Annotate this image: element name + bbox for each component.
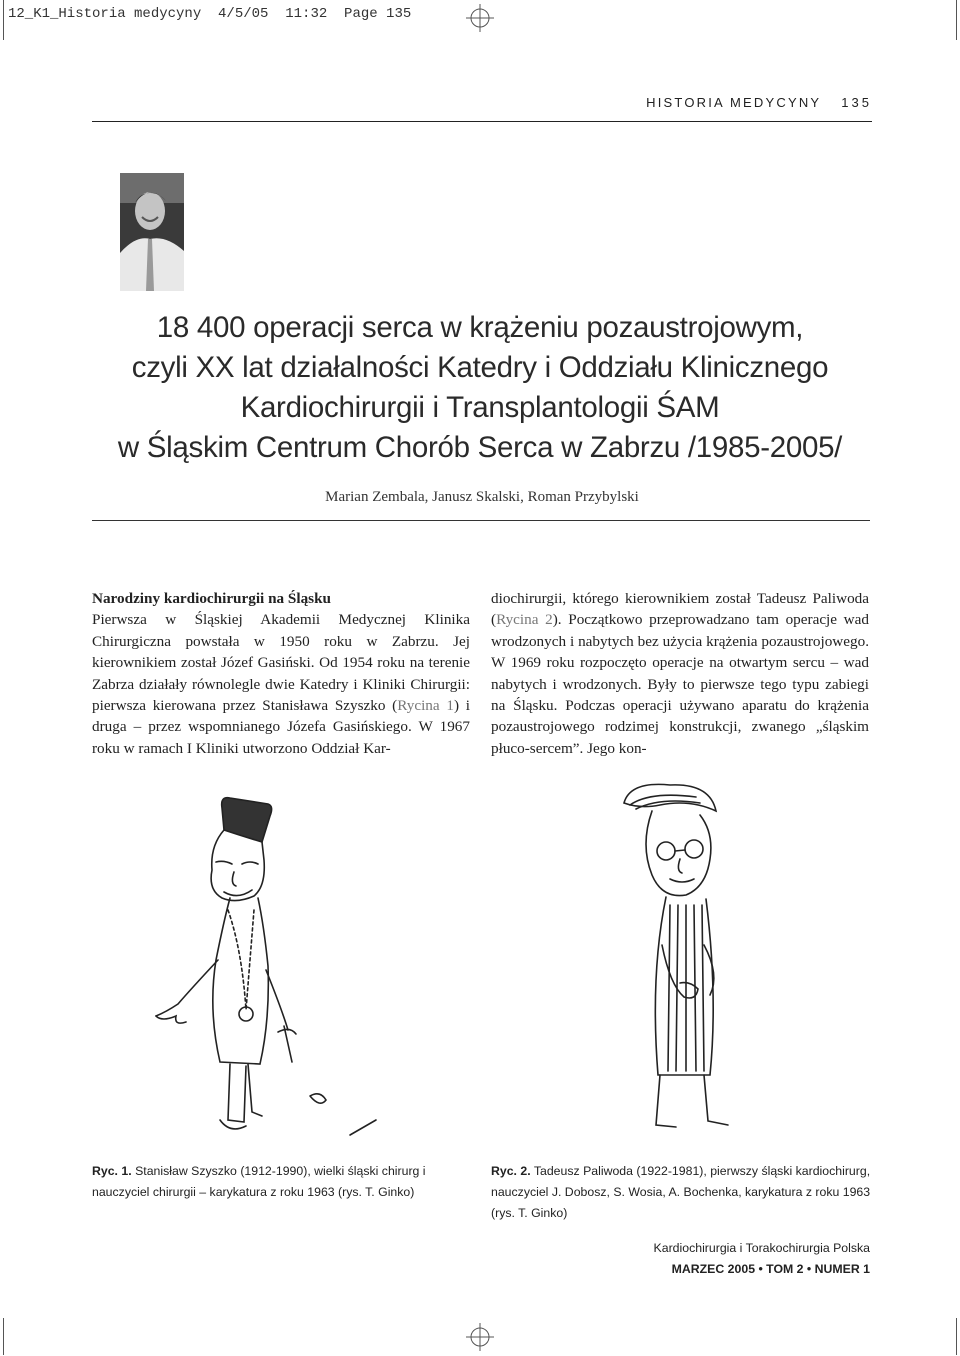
article-title	[60, 308, 900, 468]
body-paragraph: Pierwsza w Śląskiej Akademii Medycznej Klinika Chirurgiczna powstała w 1950 roku w Zabrzu. Jej kierownikiem został Józef Gasiński. Od 1954 roku na terenie Zabrza działały równolegle dwie Katedry i Kliniki Chirurgii: pierwsza kierowana przez Stanisława Szyszko (Rycina 1) i druga – przez wspomnianego Józefa Gasińskiego. W 1967 roku w ramach I Kliniki utworzono Oddział Kar-	[92, 611, 470, 757]
journal-name: Kardiochirurgia i Torakochirurgia Polska	[653, 1241, 870, 1255]
body-column-right	[491, 588, 869, 759]
authors: Marian Zembala, Janusz Skalski, Roman Przybylski	[325, 489, 639, 505]
figure-reference[interactable]: Rycina 1	[397, 697, 454, 715]
body-paragraph: diochirurgii, którego kierownikiem został Tadeusz Paliwoda (Rycina 2). Początkowo przeprowadzano tam operacje wad wrodzonych i nabytych bez użycia krążenia pozaustrojowego. W 1969 roku rozpoczęto operacje na otwartym sercu – wad nabytych i wrodzonych. Były to pierwsze tego typu zabiegi na Śląsku. Podczas operacji używano aparatu do krążenia pozaustrojowego rodzimej konstrukcji, zwanego „śląskim płuco-sercem”. Jego kon-	[491, 590, 869, 757]
title-line: Kardiochirurgii i Transplantologii ŚAM	[240, 391, 720, 424]
running-head	[646, 95, 872, 110]
header-rule	[92, 121, 872, 122]
figure-caption-2	[491, 1161, 871, 1224]
journal-footer	[654, 1238, 870, 1280]
figure-label: Ryc. 1.	[92, 1164, 132, 1178]
caricature-szyszko-figure	[150, 790, 380, 1145]
crop-line-top-left	[3, 0, 4, 40]
print-slug: 12_K1_Historia medycyny 4/5/05 11:32 Page 135	[8, 6, 412, 22]
crop-line-bottom-left	[3, 1318, 4, 1355]
running-head-section: HISTORIA MEDYCYNY	[646, 95, 822, 110]
crop-mark-bottom	[466, 1323, 494, 1351]
crop-line-bottom-right	[956, 1318, 957, 1355]
title-rule	[92, 520, 870, 521]
section-heading: Narodziny kardiochirurgii na Śląsku	[92, 590, 331, 607]
crop-line-top-right	[956, 0, 957, 40]
figure-label: Ryc. 2.	[491, 1164, 531, 1178]
figure-reference[interactable]: Rycina 2	[496, 611, 553, 629]
journal-issue: MARZEC 2005 • TOM 2 • NUMER 1	[671, 1262, 870, 1276]
author-portrait-photo	[120, 173, 184, 291]
crop-mark-top	[466, 4, 494, 32]
title-line: czyli XX lat działalności Katedry i Oddziału Klinicznego	[131, 351, 829, 384]
title-line: w Śląskim Centrum Chorób Serca w Zabrzu /1985-2005/	[117, 431, 843, 464]
body-column-left	[92, 588, 470, 759]
caricature-paliwoda-figure	[600, 775, 830, 1150]
page-number: 135	[841, 95, 872, 110]
figure-caption-text: Tadeusz Paliwoda (1922-1981), pierwszy śląski kardiochirurg, nauczyciel J. Dobosz, S. Wosia, A. Bochenka, karykatura z roku 1963 (rys. T. Ginko)	[491, 1164, 871, 1220]
figure-caption-text: Stanisław Szyszko (1912-1990), wielki śląski chirurg i nauczyciel chirurgii – karykatura z roku 1963 (rys. T. Ginko)	[92, 1164, 426, 1199]
title-line: 18 400 operacji serca w krążeniu pozaustrojowym,	[156, 311, 804, 344]
figure-caption-1	[92, 1161, 472, 1203]
